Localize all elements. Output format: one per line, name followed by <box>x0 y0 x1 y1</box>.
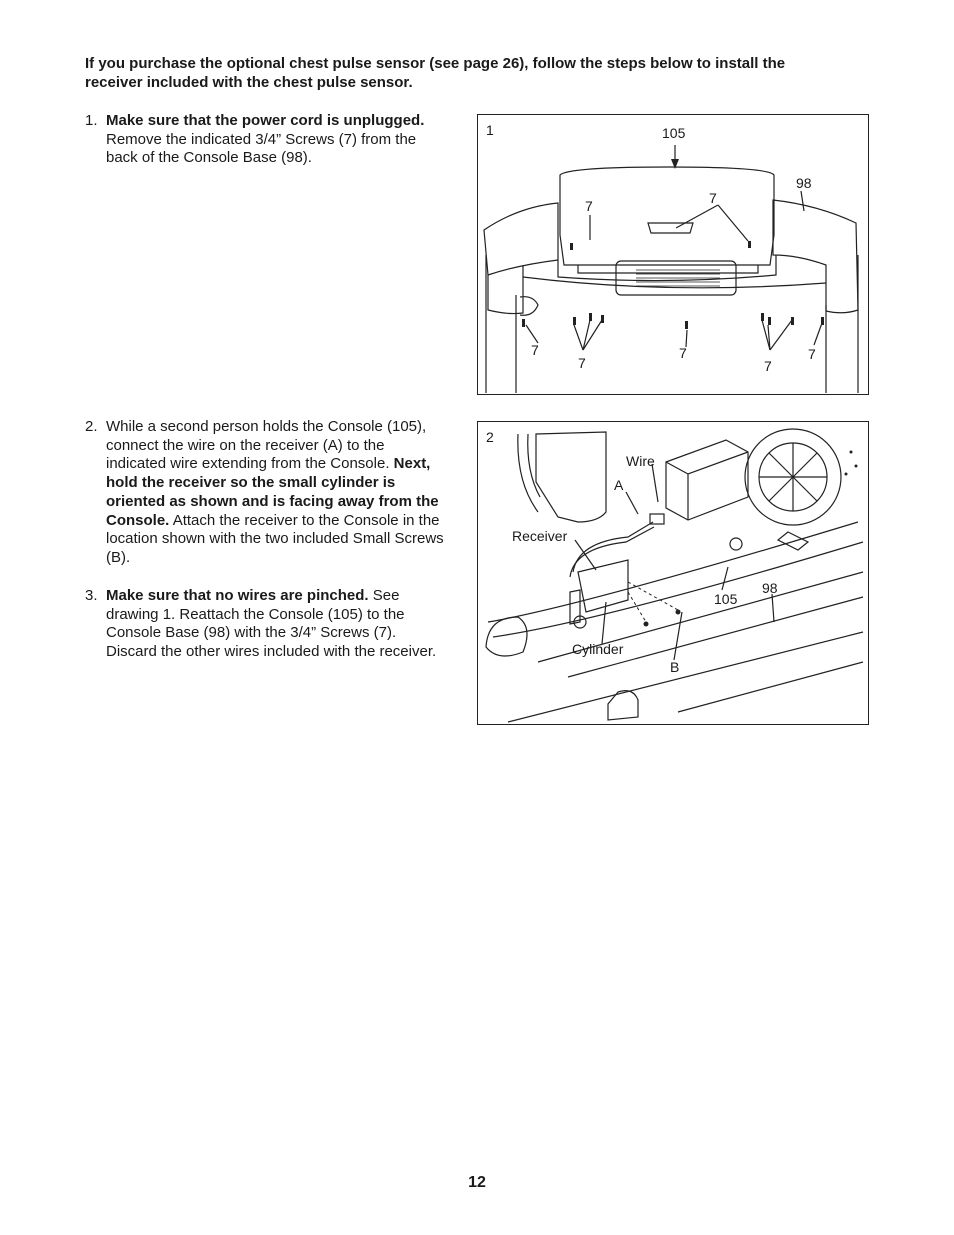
step-3 <box>85 587 445 662</box>
figure-1-drawing <box>478 115 867 393</box>
step-2-text-b: Attach the receiver to the Console in the location shown with the two included Small Screws (B). <box>106 511 444 566</box>
step-3-text: See drawing 1. Reattach the Console (105) to the Console Base (98) with the 3/4” Screws (7). Discard the other wires included with the receiver. <box>106 587 437 661</box>
figure-1-number: 1 <box>486 122 494 138</box>
label-console-105: 105 <box>714 591 738 607</box>
label-base-98: 98 <box>796 175 812 191</box>
step-3-number: 3. <box>85 587 98 604</box>
label-a: A <box>614 477 624 493</box>
step-2-body <box>106 418 445 568</box>
label-screw-bc: 7 <box>679 345 687 361</box>
step-1 <box>85 112 445 168</box>
label-wire: Wire <box>626 453 655 469</box>
label-screw-bl2: 7 <box>578 355 586 371</box>
label-b: B <box>670 659 680 675</box>
figure-2 <box>477 421 869 725</box>
label-screw-tr: 7 <box>709 190 717 206</box>
label-screw-bl: 7 <box>531 342 539 358</box>
step-1-number: 1. <box>85 112 98 129</box>
label-cylinder: Cylinder <box>572 641 624 657</box>
step-3-body <box>106 587 445 662</box>
figure-1 <box>477 114 869 395</box>
label-screw-br: 7 <box>764 358 772 374</box>
step-2-text-a: While a second person holds the Console (105), connect the wire on the receiver (A) to the indicated wire extending from the Console. <box>106 418 427 473</box>
label-screw-br2: 7 <box>808 346 816 362</box>
page-number: 12 <box>468 1174 486 1191</box>
label-receiver: Receiver <box>512 528 568 544</box>
step-1-body <box>106 112 445 168</box>
step-2-number: 2. <box>85 418 98 435</box>
figure-2-drawing <box>478 422 867 723</box>
step-2 <box>85 418 445 568</box>
step-3-warning: Make sure that no wires are pinched. <box>106 587 369 604</box>
label-console-105: 105 <box>662 125 686 141</box>
label-screw-tl: 7 <box>585 198 593 214</box>
figure-2-number: 2 <box>486 429 494 445</box>
step-2-emphasis: Next, hold the receiver so the small cylinder is oriented as shown and is facing away from the Console. <box>106 455 439 529</box>
label-base-98: 98 <box>762 580 778 596</box>
intro-paragraph: If you purchase the optional chest pulse sensor (see page 26), follow the steps below to install the receiver included with the chest pulse sensor. <box>85 55 786 91</box>
step-1-text: Remove the indicated 3/4” Screws (7) from the back of the Console Base (98). <box>106 130 417 167</box>
step-1-warning: Make sure that the power cord is unplugged. <box>106 112 425 129</box>
